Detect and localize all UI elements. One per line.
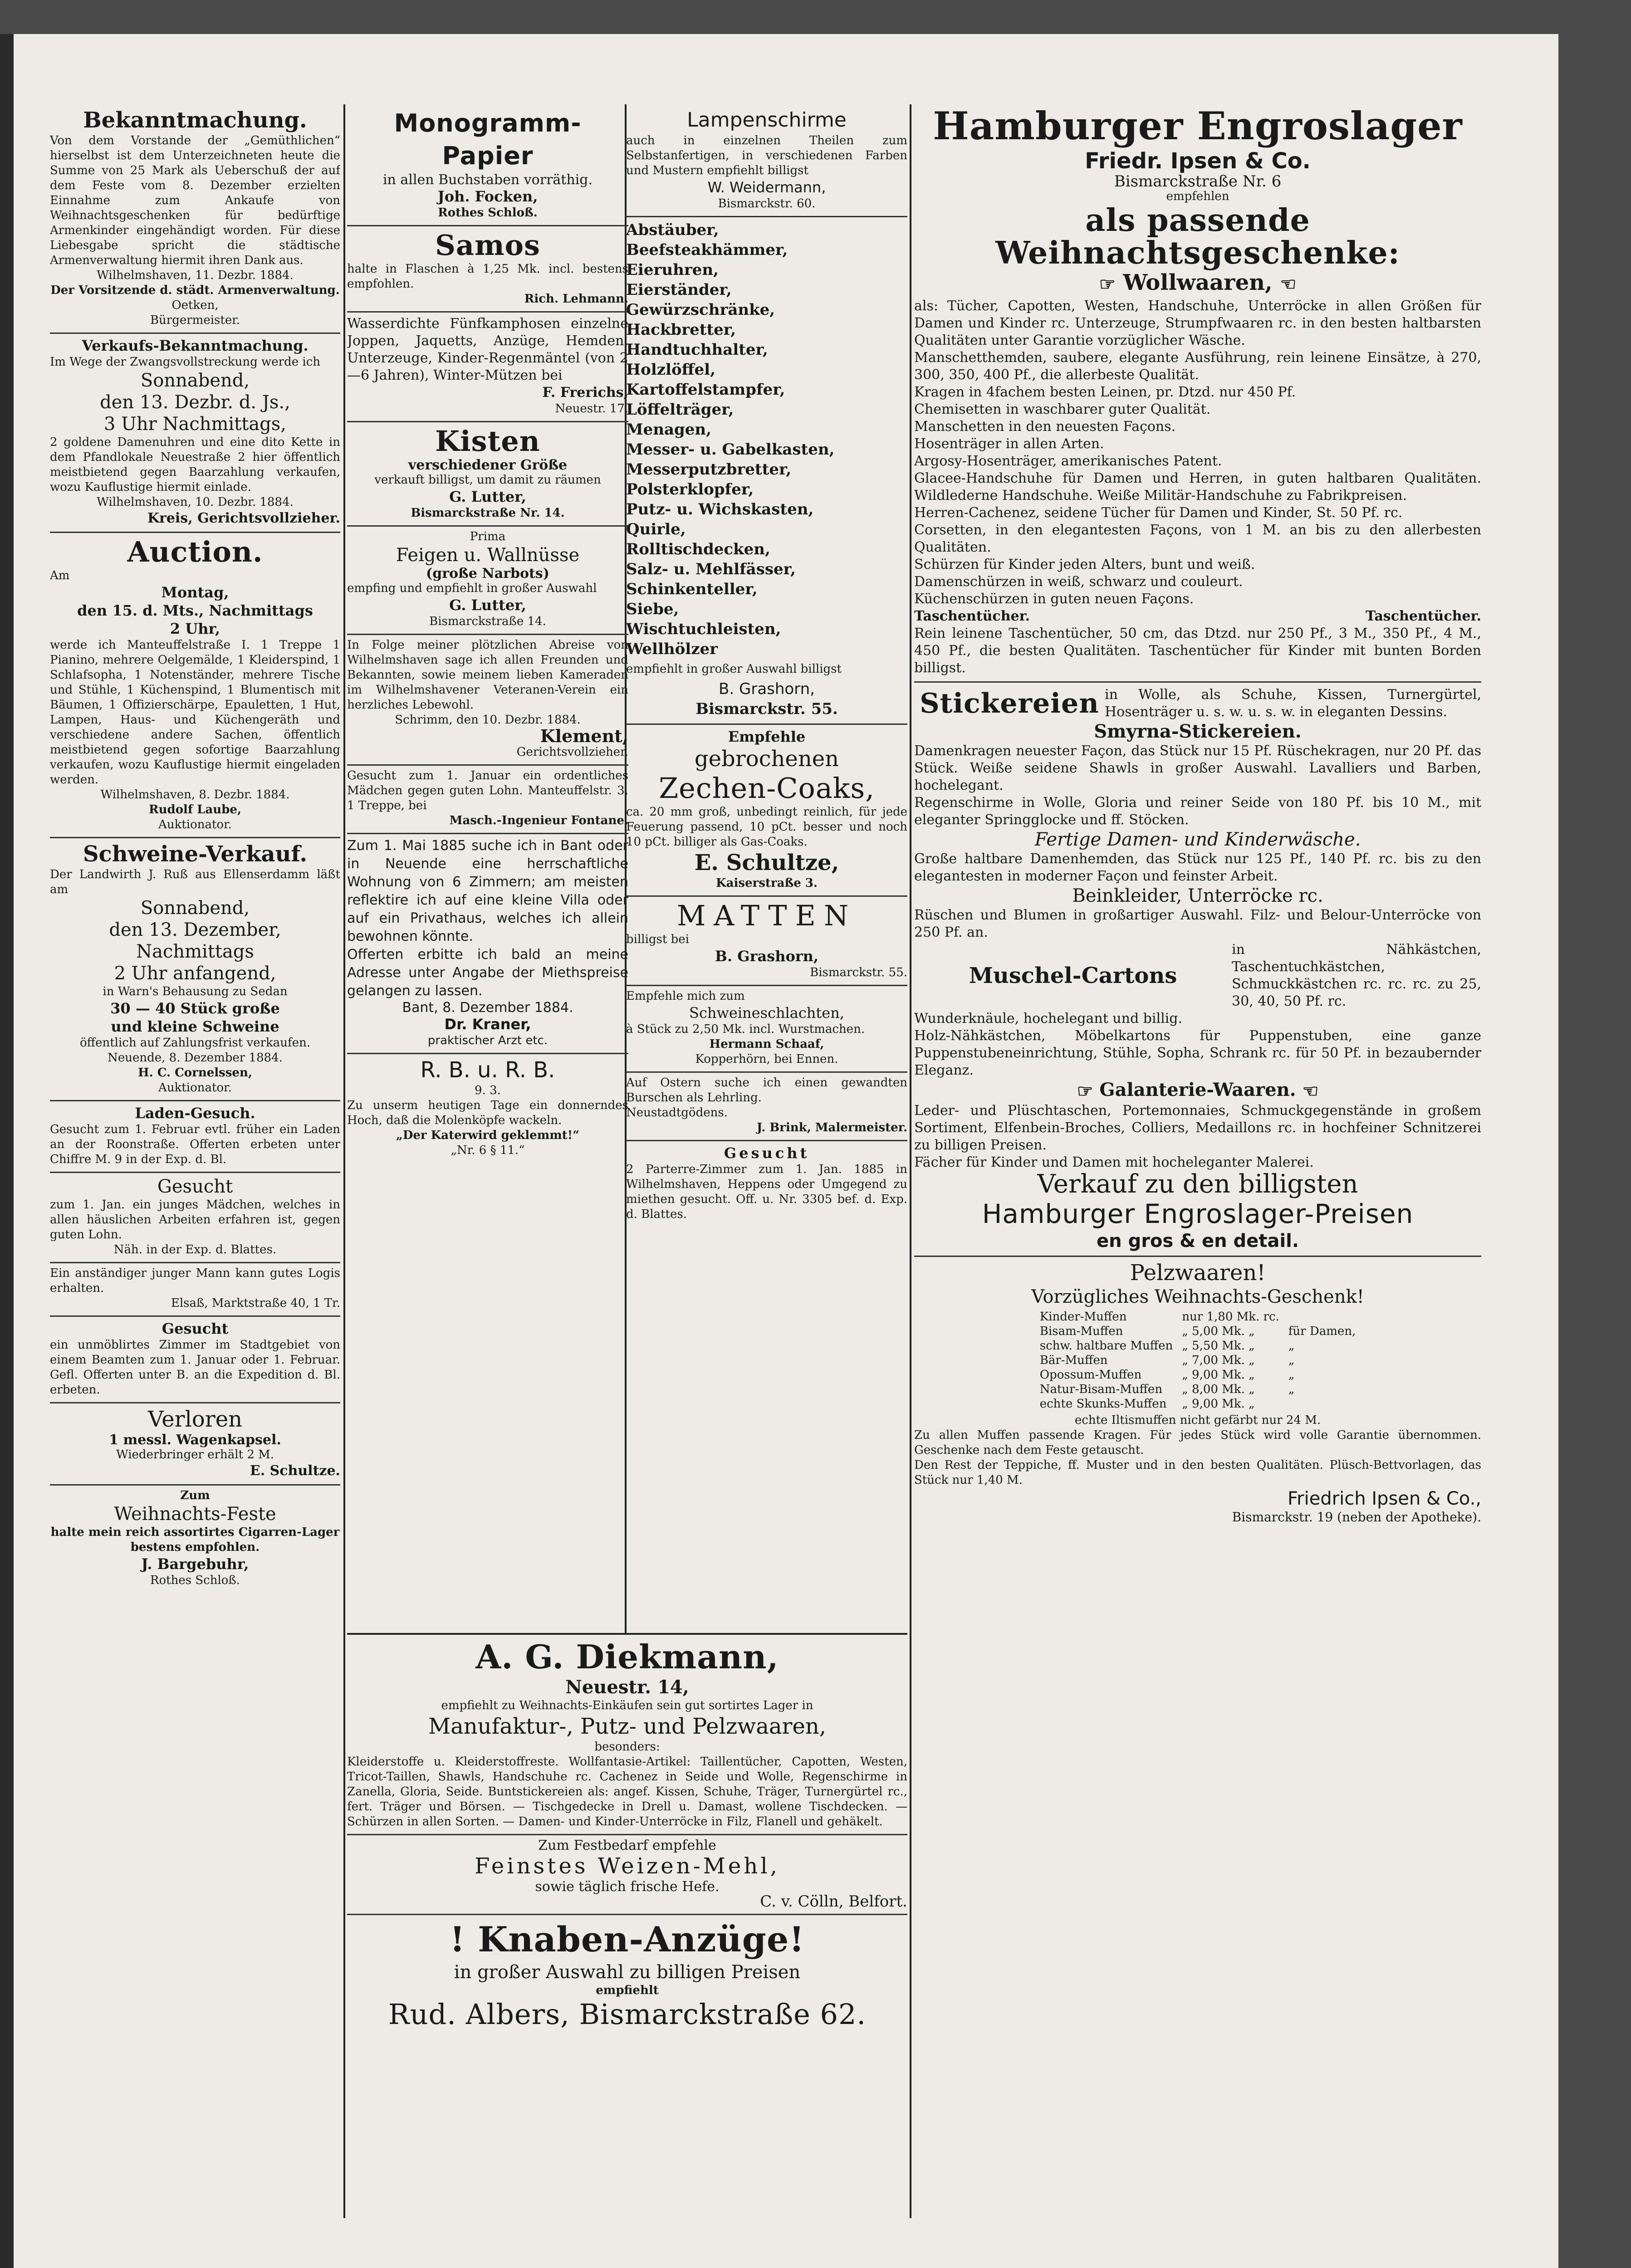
list-item: Polsterklopfer, bbox=[626, 480, 754, 499]
ad-text: In Folge meiner plötzlichen Abreise von Wilhelmshaven sage ich allen Freunden und Bekannten, sowie meinem lieben Kameraden im Wilhelmshavener Veteranen-Verein ein herzliches Lebewohl. bbox=[347, 638, 628, 712]
table-cell: Bär-Muffen bbox=[1039, 1353, 1108, 1367]
ad-text: Von dem Vorstande der „Gemüthlichen“ hierselbst ist dem Unterzeichneten heute die Summe von 25 Mark als Ueberschuß der auf dem Feste vom 8. Dezember erzielten Einnahme zum Ankaufe von Weihnachtsgeschenken für bedürftige Armenkinder eingehändigt worden. Für diese Liebesgabe spricht die städtische Armenverwaltung hiermit ihren Dank aus. bbox=[50, 134, 340, 267]
table-row bbox=[1035, 1310, 1361, 1324]
ad-text: Im Wege der Zwangsvollstreckung werde ich bbox=[50, 355, 321, 369]
ad-time: 2 Uhr, bbox=[170, 620, 220, 637]
ad-signature: J. Bargebuhr, bbox=[141, 1555, 249, 1573]
ad-numbers: 9. 3. bbox=[475, 1084, 501, 1097]
list-item: Herren-Cachenez, seidene Tücher für Damen und Kinder, St. 50 Pf. rc. bbox=[914, 504, 1403, 521]
ad-signature: F. Frerichs, bbox=[542, 385, 628, 401]
zimmer-ad bbox=[626, 1141, 907, 1227]
list-item: Glacee-Handschuhe für Damen und Herren, in guten haltbaren Qualitäten. Wildlederne Handschuhe. Weiße Militär-Handschuhe zu Fabrikpreisen. bbox=[914, 470, 1481, 503]
ad-signature: Bürgermeister. bbox=[150, 313, 240, 327]
ad-text: Empfehle mich zum bbox=[626, 989, 745, 1003]
ad-text: Ein anständiger junger Mann kann gutes Logis erhalten. bbox=[50, 1266, 340, 1295]
ad-place: Kopperhörn, bei Ennen. bbox=[695, 1052, 838, 1066]
ad-address: Neuestr. 14, bbox=[565, 1677, 689, 1698]
table-row bbox=[1035, 1382, 1361, 1397]
ad-signature: W. Weidermann, bbox=[707, 179, 826, 196]
ad-place: Neustadtgödens. bbox=[626, 1106, 728, 1119]
ad-signature: E. Schultze, bbox=[694, 850, 839, 875]
ad-role: Gerichtsvollzieher. bbox=[516, 745, 628, 759]
ad-text: empfiehlt bbox=[596, 1984, 659, 1997]
ad-signature: Rich. Lehmann. bbox=[524, 292, 628, 306]
ad-item: 1 messl. Wagenkapsel. bbox=[109, 1432, 281, 1448]
ad-title: Hamburger Engroslager bbox=[933, 104, 1463, 148]
laden-ad bbox=[50, 1101, 340, 1173]
ad-signature: B. Grashorn, bbox=[719, 680, 815, 698]
ad-place: Wilhelmshaven, 8. Dezbr. 1884. bbox=[100, 788, 290, 802]
list-item: Siebe, bbox=[626, 600, 679, 618]
ad-text: Zu allen Muffen passende Kragen. Für jedes Stück wird volle Garantie übernommen. Geschenke nach dem Feste getauscht. bbox=[914, 1428, 1481, 1457]
list-item: Chemisetten in waschbarer guter Qualität. bbox=[914, 401, 1211, 417]
ad-signature: Rudolf Laube, bbox=[149, 803, 241, 816]
ad-place: Wilhelmshaven, 10. Dezbr. 1884. bbox=[97, 495, 294, 509]
list-item: Gewürzschränke, bbox=[626, 301, 775, 319]
column-rule bbox=[910, 104, 911, 2218]
ad-headline: 30 — 40 Stück große bbox=[110, 1000, 280, 1017]
ad-text: ca. 20 mm groß, unbedingt reinlich, für jede Feuerung passend, 10 pCt. besser und noch 10 pCt. billiger als Gas-Coaks. bbox=[626, 805, 907, 849]
ad-text: Rüschen und Blumen in großartiger Auswahl. Filz- und Belour-Unterröcke von 250 Pf. an. bbox=[914, 907, 1481, 940]
list-item: Holzlöffel, bbox=[626, 361, 715, 379]
ad-title: Monogramm- bbox=[394, 109, 582, 137]
schweine-ad bbox=[50, 838, 340, 1101]
ad-title: Kisten bbox=[435, 425, 540, 458]
ad-text: Den Rest der Teppiche, ff. Muster und in den besten Qualitäten. Plüsch-Bettvorlagen, das Stück nur 1,40 M. bbox=[914, 1458, 1481, 1487]
list-item: Hackbretter, bbox=[626, 321, 736, 339]
ad-signature: Hermann Schaaf, bbox=[709, 1037, 824, 1051]
list-item: Argosy-Hosenträger, amerikanisches Patent. bbox=[914, 453, 1222, 469]
verloren-ad bbox=[50, 1403, 340, 1486]
ad-address: Bismarckstraße Nr. 6 bbox=[1114, 172, 1282, 191]
ad-title: Stickereien bbox=[920, 687, 1099, 719]
list-item: Menagen, bbox=[626, 420, 711, 439]
ad-text: 2 goldene Damenuhren und eine dito Kette in dem Pfandlokale Neuestraße 2 hier öffentlich meistbietend gegen Baarzahlung verkaufen, wozu Kauflustige hiermit einlade. bbox=[50, 435, 340, 494]
ad-signature: Der Vorsitzende d. städt. Armenverwaltung. bbox=[50, 284, 340, 297]
table-cell: Natur-Bisam-Muffen bbox=[1039, 1382, 1163, 1396]
list-item: Rolltischdecken, bbox=[626, 540, 770, 558]
pointing-hand-icon: ☜ bbox=[1302, 1080, 1319, 1102]
pelz-subtitle: Vorzügliches Weihnachts-Geschenk! bbox=[1031, 1286, 1364, 1307]
ad-text: ein unmöblirtes Zimmer im Stadtgebiet von einem Beamten zum 1. Januar oder 1. Februar. Gefl. Offerten unter B. an die Expedition d. Bl. erbeten. bbox=[50, 1338, 340, 1397]
monogramm-ad bbox=[347, 104, 628, 226]
list-item: Kartoffelstampfer, bbox=[626, 381, 785, 399]
ad-place: Bismarckstraße 14. bbox=[429, 615, 546, 628]
ad-place: Rothes Schloß. bbox=[150, 1574, 240, 1587]
taschen-label: Taschentücher. bbox=[1365, 608, 1481, 624]
list-item: Schürzen für Kinder jeden Alters, bunt und weiß. bbox=[914, 556, 1255, 572]
table-cell: Kinder-Muffen bbox=[1039, 1310, 1127, 1324]
ad-text: empfiehlt zu Weihnachts-Einkäufen sein gut sortirtes Lager in bbox=[441, 1699, 813, 1712]
ad-text: Der Landwirth J. Ruß aus Ellenserdamm läßt am bbox=[50, 868, 340, 896]
ad-title: Gesucht bbox=[724, 1144, 810, 1162]
ad-headline: Manufaktur-, Putz- und Pelzwaaren, bbox=[428, 1714, 827, 1739]
ad-place: Bismarckstr. 55. bbox=[696, 700, 838, 718]
ad-text: Kleiderstoffe u. Kleiderstoffreste. Wollfantasie-Artikel: Taillentücher, Capotten, Westen, Tricot-Taillen, Shawls, Handschuhe rc. Cachenez in Seide und Wolle, Regenschirme in Zanella, Gloria, Seide. Buntstickereien als: angef. Kissen, Schuhe, Träger, Turnergürtel rc., fert. Träger und Börsen. — Tischgedecke in Drell u. Damast, wollene Tischdecken. — Schürzen in allen Sorten. — Damen- und Kinder-Unterröcke in Filz, Flanell und gehäkelt. bbox=[347, 1755, 907, 1828]
muschel-heading: Muschel-Cartons bbox=[969, 963, 1177, 988]
table-cell: schw. haltbare Muffen bbox=[1039, 1339, 1173, 1353]
table-cell: „ 9,00 Mk. „ bbox=[1182, 1397, 1255, 1411]
ad-text: empfehlen bbox=[1166, 190, 1229, 203]
ad-text: Am bbox=[50, 569, 70, 582]
table-cell: Opossum-Muffen bbox=[1039, 1368, 1142, 1382]
matten-ad bbox=[626, 897, 907, 986]
pointing-hand-icon: ☜ bbox=[1280, 273, 1297, 295]
kisten-ad bbox=[347, 422, 628, 527]
ad-signature: Rud. Albers, Bismarckstraße 62. bbox=[388, 1998, 867, 2031]
ad-firm: Friedr. Ipsen & Co. bbox=[1085, 148, 1311, 174]
wollwaaren-label: Wollwaaren, bbox=[1123, 270, 1273, 295]
list-item: Wellhölzer bbox=[626, 640, 718, 658]
table-cell: „ 5,50 Mk. „ bbox=[1182, 1339, 1255, 1353]
ad-title: Zechen-Coaks, bbox=[659, 772, 875, 805]
wasserdicht-ad bbox=[347, 313, 628, 422]
table-cell: „ bbox=[1288, 1368, 1295, 1382]
ad-title: Laden-Gesuch. bbox=[135, 1105, 255, 1122]
ad-signature: Klement, bbox=[540, 726, 628, 746]
ad-title: Lampenschirme bbox=[687, 108, 847, 132]
ad-text: Offerten erbitte ich bald an meine Adresse unter Angabe der Miethspreise gelangen zu lassen. bbox=[347, 947, 628, 999]
smyrna-heading: Smyrna-Stickereien. bbox=[1094, 720, 1302, 742]
ad-day: Sonnabend, bbox=[140, 370, 250, 391]
ad-place: Bismarckstr. 19 (neben der Apotheke). bbox=[1232, 1509, 1481, 1525]
ad-title: Feinstes Weizen-Mehl, bbox=[475, 1853, 780, 1879]
list-item: Handtuchhalter, bbox=[626, 341, 768, 359]
ad-text: halte mein reich assortirtes Cigarren-Lager bestens empfohlen. bbox=[50, 1525, 340, 1554]
items-list bbox=[626, 220, 907, 659]
column-3 bbox=[626, 104, 907, 1227]
gesucht-ad bbox=[50, 1317, 340, 1403]
ad-text: Auf Ostern suche ich einen gewandten Burschen als Lehrling. bbox=[626, 1076, 907, 1105]
ad-text: in allen Buchstaben vorräthig. bbox=[382, 172, 593, 188]
ad-signature: Joh. Focken, bbox=[437, 188, 538, 205]
ad-signature: Dr. Kraner, bbox=[444, 1016, 531, 1033]
ad-text: Gesucht zum 1. Februar evtl. früher ein Laden an der Roonstraße. Offerten erbeten unter Chiffre M. 9 in der Exp. d. Bl. bbox=[50, 1123, 340, 1166]
table-cell: „ 8,00 Mk. „ bbox=[1182, 1382, 1255, 1396]
ad-date: den 13. Dezbr. d. Js., bbox=[100, 392, 290, 413]
list-item: Wischtuchleisten, bbox=[626, 620, 781, 638]
verkaufs-ad bbox=[50, 334, 340, 533]
pelz-title: Pelzwaaren! bbox=[1130, 1260, 1266, 1286]
ad-text: in großer Auswahl zu billigen Preisen bbox=[454, 1962, 801, 1983]
column-4 bbox=[914, 104, 1481, 1525]
list-item: Messer- u. Gabelkasten, bbox=[626, 440, 835, 459]
table-cell: Bisam-Muffen bbox=[1039, 1324, 1123, 1338]
ad-text: Fächer für Kinder und Damen mit hocheleganter Malerei. bbox=[914, 1154, 1314, 1170]
ad-text: besonders: bbox=[594, 1740, 660, 1754]
wohnung-ad bbox=[347, 834, 628, 1054]
muschel-row bbox=[914, 941, 1481, 1010]
table-cell: „ bbox=[1288, 1339, 1295, 1353]
ad-title: Bekanntmachung. bbox=[83, 108, 307, 133]
ad-signature: Kreis, Gerichtsvollzieher. bbox=[147, 510, 340, 526]
ad-text: Damenkragen neuester Façon, das Stück nur 15 Pf. Rüschekragen, nur 20 Pf. das Stück. Weiße seidene Shawls in großer Auswahl. Lavalliers und Barben, hochelegant. bbox=[914, 743, 1481, 793]
ad-signature: C. v. Cölln, Belfort. bbox=[760, 1892, 907, 1911]
ad-signature: G. Lutter, bbox=[449, 488, 526, 505]
ad-text: halte in Flaschen à 1,25 Mk. incl. bestens empfohlen. bbox=[347, 262, 628, 291]
ad-text: öffentlich auf Zahlungsfrist verkaufen. bbox=[79, 1036, 311, 1050]
ad-title: A. G. Diekmann, bbox=[475, 1637, 779, 1676]
ad-place: Bismarckstraße Nr. 14. bbox=[411, 506, 565, 520]
ad-place: Kaiserstraße 3. bbox=[716, 876, 818, 890]
ad-date: Wilhelmshaven, 11. Dezbr. 1884. bbox=[97, 269, 294, 282]
ad-date: den 15. d. Mts., Nachmittags bbox=[77, 602, 313, 619]
table-row bbox=[1035, 1368, 1361, 1382]
ad-text: als: Tücher, Capotten, Westen, Handschuhe, Unterröcke in allen Größen für Damen und Kinder rc. Unterzeuge, Strumpfwaaren rc. in den besten haltbarsten Qualitäten unter Garantie vorzüglicher Wäsche. bbox=[914, 298, 1481, 348]
ad-place: Rothes Schloß. bbox=[438, 206, 538, 220]
ad-place: Neuende, 8. Dezember 1884. bbox=[108, 1051, 283, 1065]
ad-place: Elsaß, Marktstraße 40, 1 Tr. bbox=[171, 1296, 340, 1310]
ad-signature: E. Schultze. bbox=[250, 1463, 340, 1479]
ad-text: Gesucht zum 1. Januar ein ordentliches Mädchen gegen guten Lohn. Manteuffelstr. 3, 1 Treppe, bei bbox=[347, 769, 628, 812]
table-cell: „ 9,00 Mk. „ bbox=[1182, 1368, 1255, 1382]
pelz-ad bbox=[914, 1256, 1481, 1525]
lehrling-ad bbox=[626, 1073, 907, 1141]
haushalt-ad bbox=[626, 217, 907, 725]
galanterie-heading bbox=[914, 1079, 1481, 1102]
ad-place: Neuestr. 17. bbox=[555, 402, 628, 415]
ad-text: Wunderknäule, hochelegant und billig. bbox=[914, 1010, 1183, 1026]
table-cell: nur 1,80 Mk. rc. bbox=[1182, 1310, 1279, 1324]
ad-time: Nachmittags bbox=[136, 941, 254, 962]
galanterie-label: Galanterie-Waaren. bbox=[1099, 1079, 1296, 1100]
ad-text: in Nähkästchen, Taschentuchkästchen, Schmuckkästchen rc. rc. rc. zu 25, 30, 40, 50 Pf. rc. bbox=[1232, 941, 1481, 1009]
ad-text: in Warn's Behausung zu Sedan bbox=[103, 985, 288, 998]
mehl-ad bbox=[347, 1835, 907, 1915]
ad-signature: Auktionator. bbox=[158, 818, 232, 831]
gesucht-ad bbox=[50, 1173, 340, 1263]
ad-title: ! Knaben-Anzüge! bbox=[450, 1919, 805, 1960]
waesche-heading: Fertige Damen- und Kinderwäsche. bbox=[1034, 829, 1361, 850]
ad-day: Montag, bbox=[161, 584, 229, 601]
list-item: Quirle, bbox=[626, 520, 686, 538]
ad-place: Bant, 8. Dezember 1884. bbox=[402, 1000, 573, 1016]
ad-role: praktischer Arzt etc. bbox=[427, 1034, 548, 1047]
weihnachts-ad bbox=[50, 1486, 340, 1593]
ad-ref: „Nr. 6 § 11.“ bbox=[451, 1144, 525, 1157]
ad-signature: J. Brink, Malermeister. bbox=[756, 1121, 907, 1134]
wollwaaren-heading bbox=[914, 269, 1481, 298]
ad-subtitle: (große Narbots) bbox=[426, 566, 549, 582]
ad-signature: Oetken, bbox=[171, 298, 219, 312]
column-1 bbox=[50, 104, 340, 1593]
list-item: Schinkenteller, bbox=[626, 580, 758, 598]
ad-signature: Friedrich Ipsen & Co., bbox=[1287, 1488, 1481, 1509]
lebewohl-ad bbox=[347, 635, 628, 766]
ad-subtitle: verschiedener Größe bbox=[408, 457, 568, 473]
page-binding bbox=[0, 34, 14, 2268]
stickereien-row bbox=[914, 681, 1481, 721]
ad-signature: B. Grashorn, bbox=[715, 948, 819, 965]
feigen-ad bbox=[347, 527, 628, 635]
ad-text: werde ich Manteuffelstraße I. 1 Treppe 1 Pianino, mehrere Oelgemälde, 1 Kleiderspind, 1 Schlafsopha, 1 Notenständer, mehrere Tische und Stühle, 1 Küchenspind, 1 Blumentisch mit Bäumen, 1 Offizierschärpe, Epauletten, 1 Hut, Lampen, Haus- und Küchengeräth und verschiedene andere Sachen, öffentlich meistbietend gegen sofortige Baarzahlung verkaufen, wozu Kauflustige hiermit eingeladen werden. bbox=[50, 638, 340, 787]
lampen-ad bbox=[626, 104, 907, 217]
list-item: Manschetthemden, saubere, elegante Ausführung, rein leinene Einsätze, à 270, 300, 350, 400 Pf., die allerbeste Qualität. bbox=[914, 349, 1481, 383]
table-cell: „ 5,00 Mk. „ bbox=[1182, 1324, 1255, 1338]
ad-text: 2 Parterre-Zimmer zum 1. Jan. 1885 in Wilhelmshaven, Heppens oder Umgegend zu miethen gesucht. Off. u. Nr. 3305 bef. d. Exp. d. Blattes. bbox=[626, 1163, 907, 1221]
list-item: Corsetten, in den elegantesten Façons, von 1 M. an bis zu den allerbesten Qualitäten. bbox=[914, 522, 1481, 555]
list-item: Abstäuber, bbox=[626, 221, 719, 239]
ad-text: empfing und empfiehlt in großer Auswahl bbox=[347, 582, 597, 595]
verkauf-heading: Verkauf zu den billigsten bbox=[1037, 1169, 1358, 1199]
ad-title: Feigen u. Wallnüsse bbox=[396, 545, 580, 566]
ad-quote: „Der Katerwird geklemmt!“ bbox=[396, 1129, 580, 1142]
engros-heading: en gros & en detail. bbox=[1097, 1230, 1299, 1251]
ad-text: Holz-Nähkästchen, Möbelkartons für Puppenstuben, eine ganze Puppenstubeneinrichtung, Stühle, Sopha, Schrank rc. für 50 Pf. in bezaubernder Eleganz. bbox=[914, 1027, 1481, 1078]
table-cell bbox=[1284, 1310, 1360, 1324]
pointing-hand-icon: ☞ bbox=[1077, 1080, 1093, 1102]
ad-text: verkauft billigst, um damit zu räumen bbox=[374, 473, 601, 487]
ad-prima: Prima bbox=[470, 530, 506, 543]
table-row bbox=[1035, 1397, 1361, 1411]
list-item: Eierständer, bbox=[626, 281, 732, 299]
list-item: Beefsteakhämmer, bbox=[626, 241, 788, 259]
pointing-hand-icon: ☞ bbox=[1099, 273, 1116, 295]
table-row bbox=[1035, 1339, 1361, 1353]
ad-headline: und kleine Schweine bbox=[111, 1018, 279, 1035]
lines-list bbox=[914, 349, 1481, 608]
ad-title: Samos bbox=[435, 229, 540, 262]
ad-text: sowie täglich frische Hefe. bbox=[535, 1879, 720, 1895]
ad-text: Rein leinene Taschentücher, 50 cm, das Dtzd. nur 250 Pf., 3 M., 350 Pf., 4 M., 450 Pf., die besten Qualitäten. Taschentücher für Kinder mit bunten Borden billigst. bbox=[914, 625, 1481, 676]
ad-text: echte Iltismuffen nicht gefärbt nur 24 M. bbox=[1074, 1413, 1321, 1427]
list-item: Küchenschürzen in guten neuen Façons. bbox=[914, 591, 1194, 607]
column-rule bbox=[343, 104, 345, 2218]
diekmann-ad bbox=[347, 1635, 907, 1835]
list-item: Messerputzbretter, bbox=[626, 460, 792, 479]
table-cell: „ 7,00 Mk. „ bbox=[1182, 1353, 1255, 1367]
list-item: Hosenträger in allen Arten. bbox=[914, 435, 1104, 452]
ad-text: Wasserdichte Fünfkamphosen einzelne Joppen, Jaquetts, Anzüge, Hemden, Unterzeuge, Kinder-Regenmäntel (von 2—6 Jahren), Winter-Mützen bei bbox=[347, 316, 628, 383]
preise-heading: Hamburger Engroslager-Preisen bbox=[982, 1198, 1414, 1229]
table-row bbox=[1035, 1353, 1361, 1368]
ad-time: 2 Uhr anfangend, bbox=[114, 963, 276, 984]
ad-text: empfiehlt in großer Auswahl billigst bbox=[626, 662, 842, 676]
wide-section bbox=[347, 1633, 907, 2035]
beinkleider-heading: Beinkleider, Unterröcke rc. bbox=[1072, 885, 1323, 906]
cokes-ad bbox=[626, 725, 907, 897]
ad-text: Zum 1. Mai 1885 suche ich in Bant oder in Neuende eine herrschaftliche Wohnung von 6 Zimmern; am meisten reflektire ich auf eine kleine Villa oder auf ein Privathaus, welches ich allein bewohnen könnte. bbox=[347, 838, 628, 944]
pelz-price-table bbox=[1035, 1310, 1361, 1411]
maedchen-ad bbox=[347, 766, 628, 834]
ad-text: Große haltbare Damenhemden, das Stück nur 125 Pf., 140 Pf. rc. bis zu den elegantesten in moderner Façon und feinster Arbeit. bbox=[914, 850, 1481, 884]
list-item: Manschetten in den neuesten Façons. bbox=[914, 418, 1176, 435]
ad-title: Verkaufs-Bekanntmachung. bbox=[82, 337, 309, 354]
ad-title: Gesucht bbox=[157, 1176, 233, 1197]
taschen-heading bbox=[914, 608, 1481, 625]
ad-title: Papier bbox=[442, 142, 534, 170]
ad-text: Wiederbringer erhält 2 M. bbox=[116, 1448, 274, 1461]
column-2 bbox=[347, 104, 628, 1163]
ad-signature: Masch.-Ingenieur Fontane. bbox=[449, 814, 628, 827]
rbu-ad bbox=[347, 1054, 628, 1163]
ad-zum: Zum bbox=[180, 1489, 210, 1502]
ad-text: Leder- und Plüschtaschen, Portemonnaies, Schmuckgegenstände in großem Sortiment, Elfenbein-Broches, Colliers, Medaillons rc. in hochfeiner Schnitzerei zu billigen Preisen. bbox=[914, 1102, 1481, 1153]
ad-text: in Wolle, als Schuhe, Kissen, Turnergürtel, Hosenträger u. s. w. u. s. w. in eleganten Dessins. bbox=[1105, 686, 1481, 720]
ad-text: à Stück zu 2,50 Mk. incl. Wurstmachen. bbox=[626, 1022, 865, 1036]
ad-text: billigst bei bbox=[626, 933, 689, 946]
table-cell: für Damen, bbox=[1288, 1324, 1356, 1338]
auction-ad bbox=[50, 533, 340, 838]
list-item: Eieruhren, bbox=[626, 261, 719, 279]
list-item: Löffelträger, bbox=[626, 401, 734, 419]
ad-title: Verloren bbox=[147, 1407, 243, 1432]
ad-signature: H. C. Cornelssen, bbox=[138, 1066, 252, 1080]
table-cell bbox=[1284, 1397, 1360, 1411]
ad-place: Bismarckstr. 60. bbox=[718, 197, 816, 210]
ad-empfehle: Empfehle bbox=[728, 728, 806, 745]
table-cell: echte Skunks-Muffen bbox=[1039, 1397, 1167, 1411]
ad-text: Zum Festbedarf empfehle bbox=[538, 1838, 716, 1853]
ad-ref: Näh. in der Exp. d. Blattes. bbox=[113, 1243, 277, 1256]
ad-place: Bismarckstr. 55. bbox=[810, 966, 907, 979]
table-cell: „ bbox=[1288, 1353, 1295, 1367]
ad-place: Schrimm, den 10. Dezbr. 1884. bbox=[395, 713, 581, 727]
ad-time: 3 Uhr Nachmittags, bbox=[103, 414, 287, 435]
ad-title: gebrochenen bbox=[694, 746, 839, 772]
ad-text: auch in einzelnen Theilen zum Selbstanfertigen, in verschiedenen Farben und Mustern empfiehlt billigst bbox=[626, 134, 907, 177]
samos-ad bbox=[347, 226, 628, 313]
ad-text: Zu unserm heutigen Tage ein donnerndes Hoch, daß die Molenköpfe wackeln. bbox=[347, 1099, 628, 1127]
list-item: Damenschürzen in weiß, schwarz und couleurt. bbox=[914, 573, 1243, 590]
ad-title: Gesucht bbox=[162, 1320, 229, 1337]
schlachten-ad bbox=[626, 986, 907, 1073]
ad-title: R. B. u. R. B. bbox=[420, 1057, 555, 1083]
logis-ad bbox=[50, 1263, 340, 1317]
ad-title: Weihnachts-Feste bbox=[114, 1504, 276, 1525]
ad-title: Auction. bbox=[127, 535, 263, 568]
ad-title: MATTEN bbox=[676, 899, 857, 932]
ad-title: Schweine-Verkauf. bbox=[83, 841, 308, 867]
ad-text: zum 1. Jan. ein junges Mädchen, welches in allen häuslichen Arbeiten erfahren ist, gegen guten Lohn. bbox=[50, 1198, 340, 1242]
table-row bbox=[1035, 1324, 1361, 1339]
ad-date: den 13. Dezember, bbox=[109, 919, 281, 940]
table-cell: „ bbox=[1288, 1382, 1295, 1396]
ad-signature: G. Lutter, bbox=[449, 596, 526, 614]
ad-text: Regenschirme in Wolle, Gloria und reiner Seide von 180 Pf. bis 10 M., mit eleganter Springglocke und ff. Stöcken. bbox=[914, 794, 1481, 828]
taschen-label: Taschentücher. bbox=[914, 608, 1030, 624]
ad-signature: Auktionator. bbox=[158, 1081, 232, 1095]
ad-headline: als passende Weihnachtsgeschenke: bbox=[995, 202, 1400, 271]
knaben-ad bbox=[347, 1915, 907, 2035]
bekanntmachung-ad bbox=[50, 104, 340, 334]
list-item: Putz- u. Wichskasten, bbox=[626, 500, 814, 518]
list-item: Kragen in 4fachem besten Leinen, pr. Dtzd. nur 450 Pf. bbox=[914, 384, 1296, 400]
ad-day: Sonnabend, bbox=[140, 898, 250, 919]
list-item: Salz- u. Mehlfässer, bbox=[626, 560, 796, 578]
ad-title: Schweineschlachten, bbox=[689, 1004, 844, 1022]
